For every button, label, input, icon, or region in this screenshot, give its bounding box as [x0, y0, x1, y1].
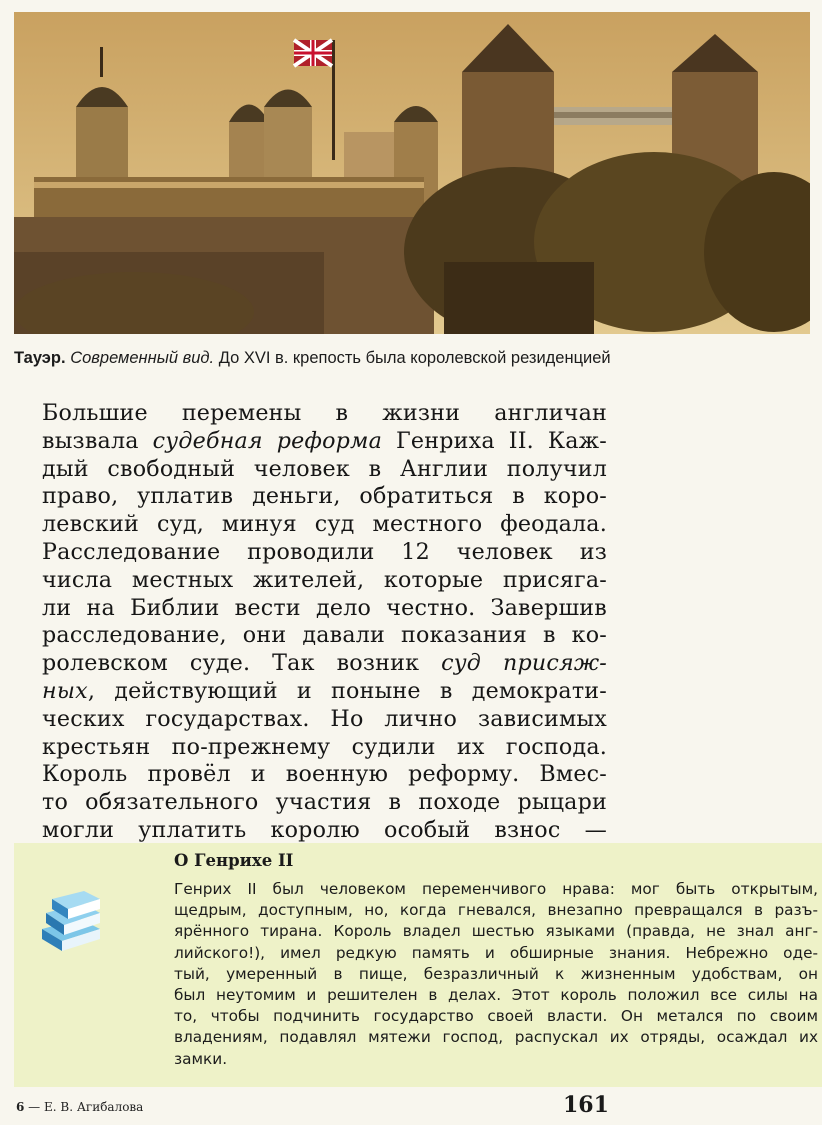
note-line: тый, умеренный в пище, безразличный к жизненным удобствам, он — [174, 964, 818, 983]
note-line: был неутомим и решителен в делах. Этот король положил все силы на — [174, 986, 818, 1005]
tower-photo — [14, 12, 810, 334]
page-number: 161 — [563, 1092, 609, 1118]
text-line: то обязательного участия в походе рыцари — [42, 789, 607, 816]
main-paragraphs — [42, 400, 607, 845]
photo-caption — [14, 349, 814, 368]
signature-number: 6 — [16, 1100, 25, 1114]
text-line: Расследование проводили 12 человек из — [42, 538, 607, 565]
note-line: щедрым, доступным, но, когда гневался, внезапно превращался в разъ- — [174, 901, 818, 920]
note-line: Генрих II был человеком переменчивого нрава: мог быть открытым, — [174, 880, 818, 898]
text-line: могли уплатить королю особый взнос — — [42, 816, 607, 843]
text-line: крестьян по-прежнему судили их господа. — [42, 733, 607, 760]
term-jury-trial-end: ных — [42, 677, 88, 704]
text-line: ных, действующий и поныне в демократи- — [42, 677, 607, 704]
note-line: замки. — [174, 1049, 228, 1068]
text-line: расследование, они давали показания в ко- — [42, 622, 607, 649]
caption-text: До XVI в. крепость была королевской резиденцией — [218, 349, 611, 367]
text-line: числа местных жителей, которые присяга- — [42, 566, 607, 593]
info-box-title: О Генрихе II — [174, 851, 294, 870]
books-icon — [36, 889, 106, 955]
text-line: ли на Библии вести дело честно. Завершив — [42, 594, 607, 621]
print-signature — [16, 1100, 143, 1114]
caption-italic: Современный вид. — [70, 349, 215, 367]
text-line: Большие перемены в жизни англичан — [42, 400, 607, 426]
text-line: ролевском суде. Так возник суд присяж- — [42, 650, 607, 677]
text-line: левский суд, минуя суд местного феодала. — [42, 511, 607, 538]
note-line: ярённого тирана. Король владел шестью языками (правда, не знал анг- — [174, 922, 818, 941]
text-line: вызвала судебная реформа Генриха II. Каж- — [42, 427, 607, 454]
term-judicial-reform: судебная реформа — [152, 427, 383, 454]
note-line: владениям, подавлял мятежи господ, распускал их отряды, осаждал их — [174, 1028, 818, 1047]
term-jury-trial: суд присяж- — [441, 650, 607, 677]
text-line: Король провёл и военную реформу. Вмес- — [42, 761, 607, 788]
caption-title: Тауэр. — [14, 349, 66, 367]
text-line: ческих государствах. Но лично зависимых — [42, 705, 607, 732]
text-line: дый свободный человек в Англии получил — [42, 455, 607, 482]
info-box — [14, 843, 822, 1087]
note-line: лийского!), имел редкую память и обширные знания. Небрежно оде- — [174, 943, 818, 962]
note-line: то, чтобы подчинить государство своей власти. Он метался по своим — [174, 1007, 818, 1026]
info-box-text — [174, 879, 818, 1070]
signature-author: — Е. В. Агибалова — [24, 1100, 144, 1114]
text-line: право, уплатив деньги, обратиться в коро- — [42, 483, 607, 510]
